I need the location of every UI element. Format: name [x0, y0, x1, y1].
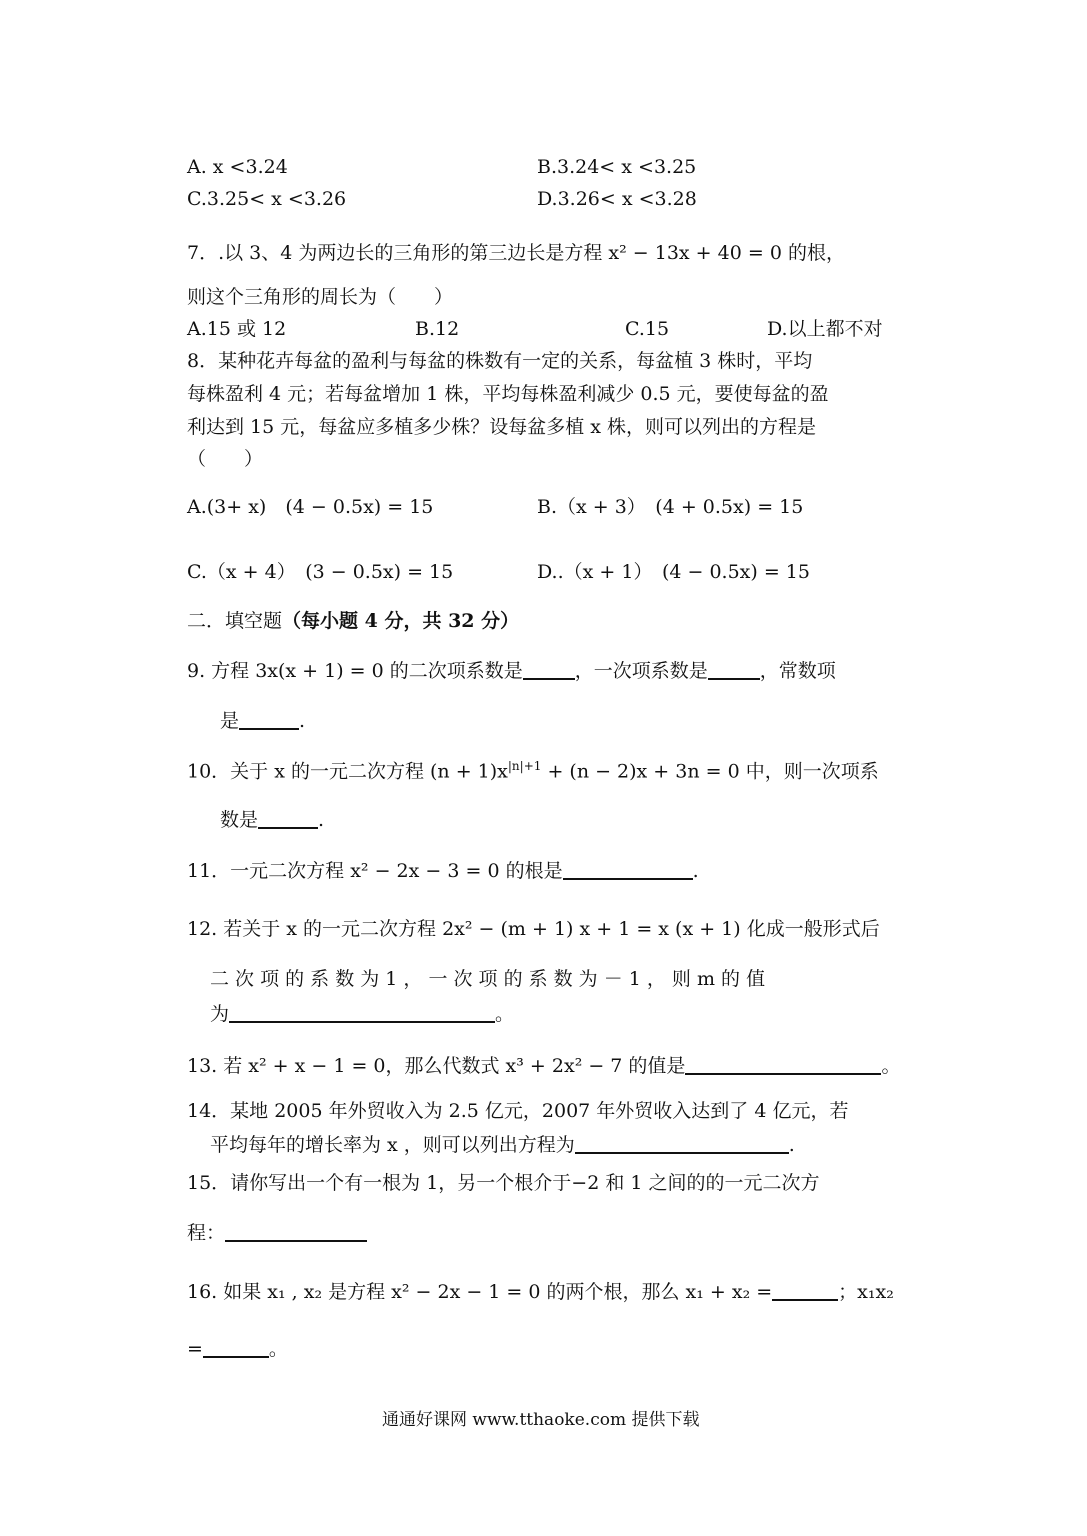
q12-text-3: 为 [210, 1003, 230, 1025]
q16-line-1 [187, 1281, 894, 1302]
q15-text-2: 程： [187, 1222, 226, 1244]
q10-period: . [318, 809, 325, 831]
q9-line-1 [187, 660, 836, 681]
q9-line-2 [220, 710, 305, 731]
q13-line [187, 1055, 900, 1076]
q8-line-4: （ ） [187, 448, 264, 470]
q16-text-1: 16. 如果 x₁ , x₂ 是方程 x² − 2x − 1 = 0 的两个根，那么 x₁ + x₂ = [187, 1281, 773, 1303]
q15-line-2 [187, 1222, 367, 1243]
q10-line-2 [220, 809, 324, 830]
q16-text-3: = [187, 1338, 203, 1360]
q12-blank[interactable] [229, 1003, 495, 1023]
q14-text-2: 平均每年的增长率为 x ，则可以列出方程为 [210, 1134, 575, 1156]
q6-option-b: B.3.24< x <3.25 [537, 156, 697, 178]
q10-text-1: 10．关于 x 的一元二次方程 (n + 1)x [187, 760, 508, 783]
q11-period: . [692, 860, 699, 882]
q9-blank-constant[interactable] [239, 710, 299, 730]
q12-line-2: 二 次 项 的 系 数 为 1 ， 一 次 项 的 系 数 为 － 1 ， 则 m 的 值 [210, 968, 766, 990]
q12-line-3 [210, 1003, 514, 1024]
q7-option-c: C.15 [625, 318, 670, 340]
q15-line-1: 15．请你写出一个有一根为 1，另一个根介于−2 和 1 之间的的一元二次方 [187, 1172, 820, 1194]
q16-text-2: ；x₁x₂ [838, 1281, 894, 1303]
q10-text-2: + (n − 2)x + 3n = 0 中，则一次项系 [541, 760, 879, 783]
q7-option-b: B.12 [415, 318, 460, 340]
q14-line-1: 14．某地 2005 年外贸收入为 2.5 亿元，2007 年外贸收入达到了 4 亿元，若 [187, 1100, 849, 1122]
q10-line-1 [187, 760, 879, 781]
q9-text-3: ，常数项 [759, 660, 836, 682]
q16-line-2 [187, 1338, 288, 1359]
q14-line-2 [210, 1134, 795, 1155]
q10-blank[interactable] [258, 809, 318, 829]
q16-end: 。 [268, 1338, 288, 1360]
q9-text-4: 是 [220, 710, 240, 732]
q6-option-d: D.3.26< x <3.28 [537, 188, 697, 210]
q6-option-a: A. x <3.24 [187, 156, 288, 178]
q6-option-c: C.3.25< x <3.26 [187, 188, 347, 210]
q8-line-2: 每株盈利 4 元；若每盆增加 1 株，平均每株盈利减少 0.5 元，要使每盆的盈 [187, 383, 829, 405]
q13-blank[interactable] [685, 1055, 881, 1075]
q13-end: 。 [881, 1055, 901, 1077]
q16-blank-sum[interactable] [772, 1281, 838, 1301]
q8-option-c: C.（x + 4） (3 − 0.5x) = 15 [187, 561, 454, 583]
q12-line-1: 12. 若关于 x 的一元二次方程 2x² − (m + 1) x + 1 = x (x + 1) 化成一般形式后 [187, 918, 880, 940]
q14-period: . [788, 1134, 795, 1156]
q14-blank[interactable] [575, 1134, 789, 1154]
section-title: 二．填空题 [187, 610, 283, 632]
q7-line-2: 则这个三角形的周长为（ ） [187, 286, 454, 308]
q11-blank[interactable] [563, 860, 693, 880]
q10-text-3: 数是 [220, 809, 259, 831]
q8-line-1: 8．某种花卉每盆的盈利与每盆的株数有一定的关系，每盆植 3 株时，平均 [187, 350, 813, 372]
q8-option-b: B.（x + 3） (4 + 0.5x) = 15 [537, 496, 804, 518]
q9-text-1: 9. 方程 3x(x + 1) = 0 的二次项系数是 [187, 660, 523, 682]
q8-line-3: 利达到 15 元，每盆应多植多少株？设每盆多植 x 株，则可以列出的方程是 [187, 416, 817, 438]
q8-option-a: A.(3+ x) (4 − 0.5x) = 15 [187, 496, 434, 518]
q11-line [187, 860, 699, 881]
q13-text: 13. 若 x² + x − 1 = 0，那么代数式 x³ + 2x² − 7 的值是 [187, 1055, 686, 1077]
q9-period: . [299, 710, 306, 732]
q9-blank-quadratic[interactable] [523, 660, 575, 680]
q16-blank-product[interactable] [203, 1338, 269, 1358]
q10-exponent: |n|+1 [507, 759, 542, 773]
q7-option-a: A.15 或 12 [187, 318, 287, 340]
q11-text: 11．一元二次方程 x² − 2x − 3 = 0 的根是 [187, 860, 563, 882]
page-footer: 通通好课网 www.tthaoke.com 提供下载 [382, 1410, 700, 1430]
q15-blank[interactable] [225, 1222, 367, 1242]
section-note: （每小题 4 分，共 32 分） [282, 610, 520, 632]
q8-option-d: D..（x + 1） (4 − 0.5x) = 15 [537, 561, 810, 583]
q7-option-d: D.以上都不对 [767, 318, 883, 340]
section-heading [187, 612, 519, 631]
q12-end: 。 [495, 1003, 515, 1025]
q7-line-1: 7．.以 3、4 为两边长的三角形的第三边长是方程 x² − 13x + 40 = 0 的根， [187, 242, 845, 264]
q9-blank-linear[interactable] [708, 660, 760, 680]
q9-text-2: ，一次项系数是 [574, 660, 708, 682]
